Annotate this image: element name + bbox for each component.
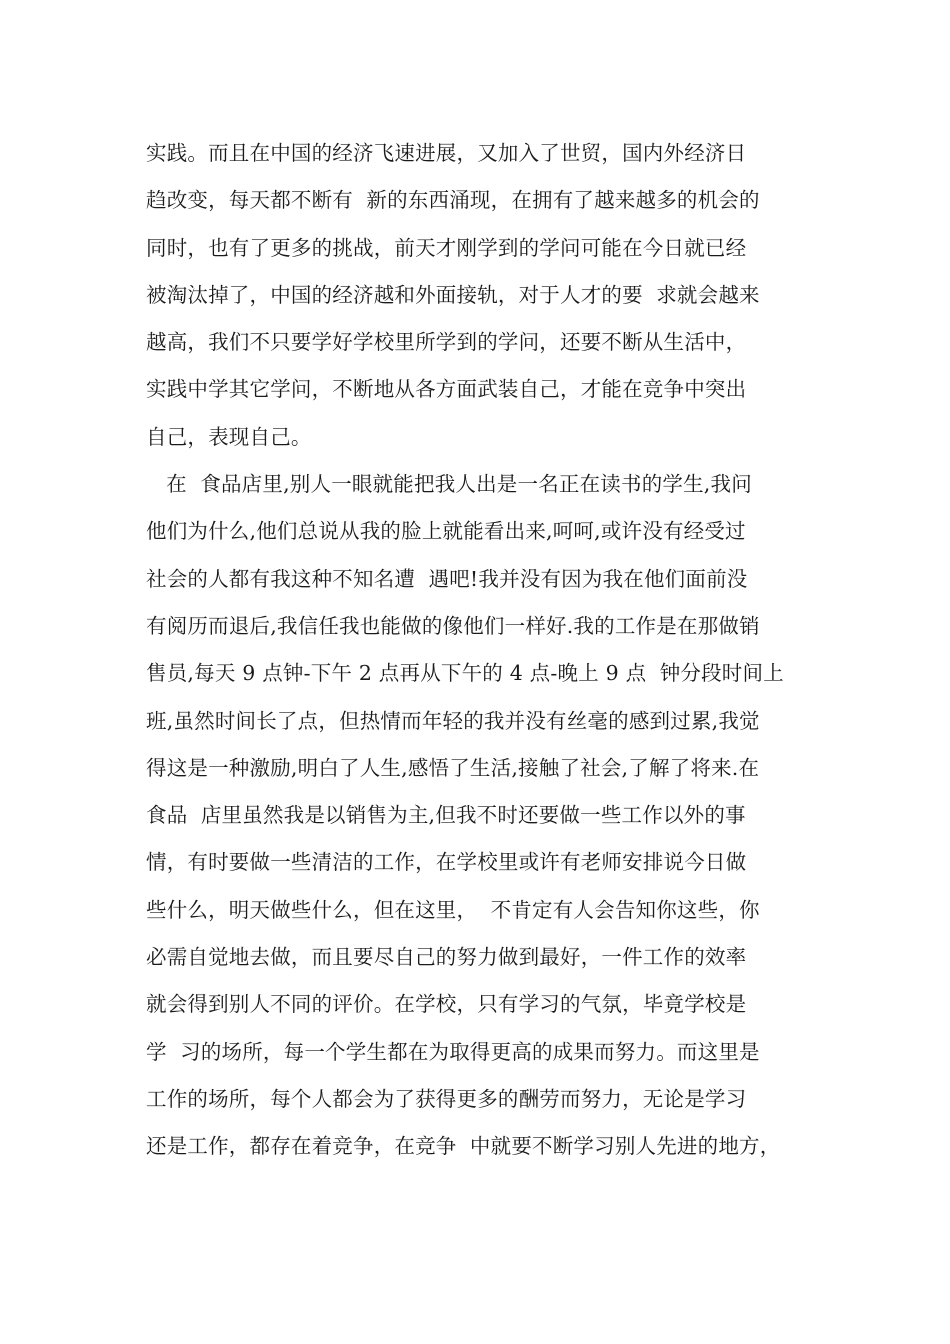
text-line: 食品 店里虽然我是以销售为主,但我不时还要做一些工作以外的事: [146, 803, 746, 828]
text-line: 被淘汰掉了，中国的经济越和外面接轨，对于人才的要 求就会越来: [146, 282, 760, 307]
text-line: 趋改变，每天都不断有 新的东西涌现，在拥有了越来越多的机会的: [146, 188, 760, 213]
text-line: 售员,每天 9 点钟-下午 2 点再从下午的 4 点-晚上 9 点 钟分段时间上: [146, 661, 784, 686]
body-text: [146, 130, 826, 1171]
text-line: 有阅历而退后,我信任我也能做的像他们一样好.我的工作是在那做销: [146, 613, 760, 638]
text-line: 他们为什么,他们总说从我的脸上就能看出来,呵呵,或许没有经受过: [146, 519, 746, 544]
text-line: 工作的场所，每个人都会为了获得更多的酬劳而努力，无论是学习: [146, 1086, 747, 1111]
text-line: 些什么，明天做些什么，但在这里， 不肯定有人会告知你这些，你: [146, 897, 760, 922]
text-line: 同时，也有了更多的挑战，前天才刚学到的学问可能在今日就已经: [146, 235, 747, 260]
text-line: 自己，表现自己。: [146, 424, 312, 449]
text-line: 班,虽然时间长了点，但热情而年轻的我并没有丝毫的感到过累,我觉: [146, 708, 760, 733]
text-line: 情，有时要做一些清洁的工作，在学校里或许有老师安排说今日做: [146, 850, 747, 875]
text-line: 实践中学其它学问，不断地从各方面武装自己，才能在竞争中突出: [146, 377, 747, 402]
text-line: 学 习的场所，每一个学生都在为取得更高的成果而努力。而这里是: [146, 1039, 760, 1064]
text-line: 在 食品店里,别人一眼就能把我人出是一名正在读书的学生,我问: [146, 472, 752, 497]
text-line: 得这是一种激励,明白了人生,感悟了生活,接触了社会,了解了将来.在: [146, 755, 760, 780]
text-line: 还是工作，都存在着竞争，在竞争 中就要不断学习别人先进的地方，: [146, 1134, 781, 1159]
text-line: 就会得到别人不同的评价。在学校，只有学习的气氛，毕竟学校是: [146, 992, 747, 1017]
text-line: 实践。而且在中国的经济飞速进展，又加入了世贸，国内外经济日: [146, 141, 747, 165]
text-line: 必需自觉地去做，而且要尽自己的努力做到最好，一件工作的效率: [146, 945, 747, 970]
text-line: 越高，我们不只要学好学校里所学到的学问，还要不断从生活中，: [146, 330, 747, 355]
text-line: 社会的人都有我这种不知名遭 遇吧!我并没有因为我在他们面前没: [146, 566, 748, 591]
